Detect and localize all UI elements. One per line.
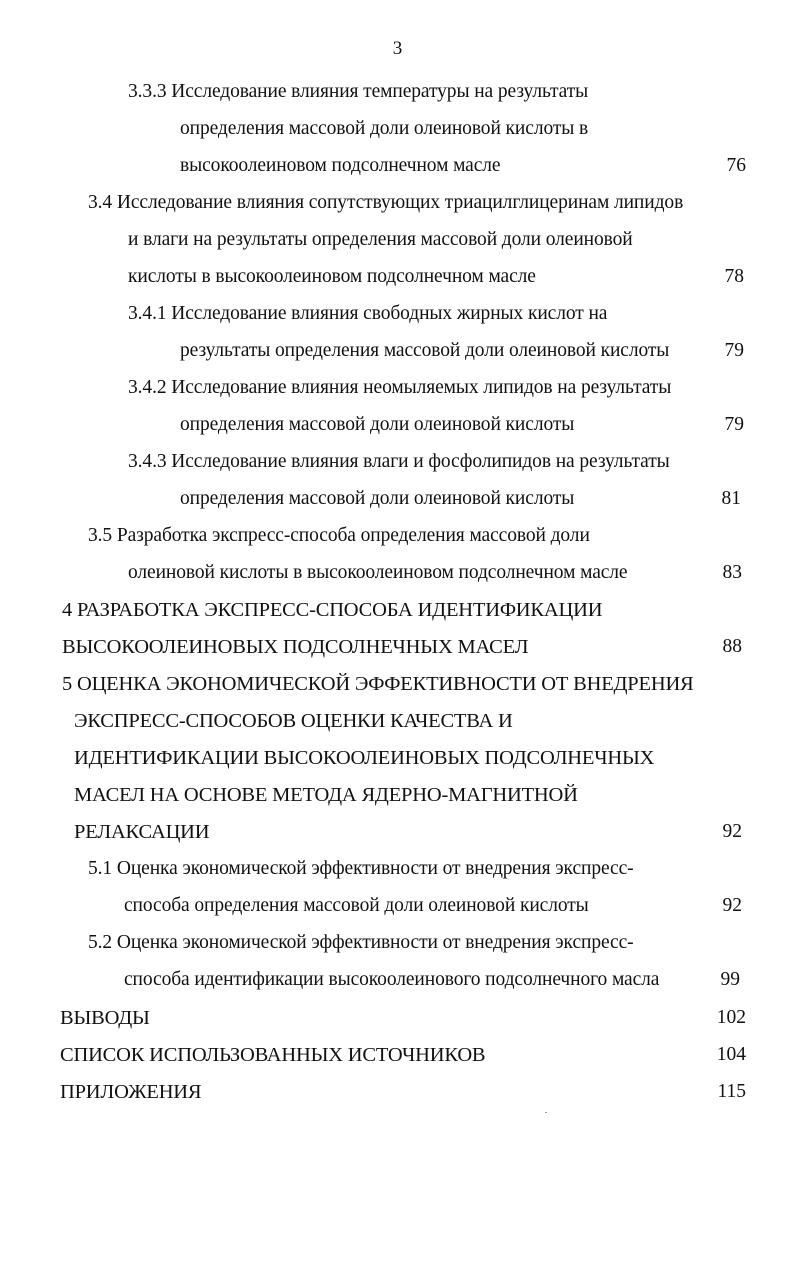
toc-3-3-3-line-2: определения массовой доли олеиновой кислоты в [180, 118, 589, 139]
toc-3-4-1-line-2: результаты определения массовой доли олеиновой кислоты [180, 340, 670, 361]
toc-5-1-line-2: способа определения массовой доли олеиновой кислоты [124, 895, 589, 916]
toc-4-page: 88 [722, 636, 742, 657]
toc-5-1-page: 92 [722, 895, 742, 916]
toc-5-page: 92 [722, 821, 742, 842]
toc-3-4-2-line-1: 3.4.2 Исследование влияния неомыляемых липидов на результаты [128, 377, 672, 398]
toc-5-line-1: 5 ОЦЕНКА ЭКОНОМИЧЕСКОЙ ЭФФЕКТИВНОСТИ ОТ ВНЕДРЕНИЯ [62, 673, 694, 695]
toc-3-3-3-line-3: высокоолеиновом подсолнечном масле [180, 155, 501, 176]
toc-5-line-4: МАСЕЛ НА ОСНОВЕ МЕТОДА ЯДЕРНО-МАГНИТНОЙ [74, 784, 578, 806]
toc-3-4-line-2: и влаги на результаты определения массовой доли олеиновой [128, 229, 633, 250]
toc-3-4-2-page: 79 [724, 414, 744, 435]
toc-3-4-3-page: 81 [721, 488, 741, 509]
toc-3-4-page: 78 [724, 266, 744, 287]
toc-5-2-line-1: 5.2 Оценка экономической эффективности от внедрения экспресс- [88, 932, 634, 953]
toc-5-2-page: 99 [720, 969, 740, 990]
toc-references: СПИСОК ИСПОЛЬЗОВАННЫХ ИСТОЧНИКОВ [60, 1044, 486, 1066]
toc-5-line-3: ИДЕНТИФИКАЦИИ ВЫСОКООЛЕИНОВЫХ ПОДСОЛНЕЧНЫХ [74, 747, 655, 769]
toc-3-4-1-line-1: 3.4.1 Исследование влияния свободных жирных кислот на [128, 303, 608, 324]
toc-3-4-3-line-1: 3.4.3 Исследование влияния влаги и фосфолипидов на результаты [128, 451, 670, 472]
toc-appendices-page: 115 [717, 1081, 746, 1102]
toc-5-1-line-1: 5.1 Оценка экономической эффективности от внедрения экспресс- [88, 858, 634, 879]
toc-5-line-5: РЕЛАКСАЦИИ [74, 821, 210, 843]
toc-3-3-3-page: 76 [726, 155, 746, 176]
toc-3-4-line-1: 3.4 Исследование влияния сопутствующих триацилглицеринам липидов [88, 192, 684, 213]
toc-3-4-1-page: 79 [724, 340, 744, 361]
toc-conclusions: ВЫВОДЫ [60, 1007, 150, 1029]
scan-speck [545, 1112, 547, 1113]
toc-3-3-3-line-1: 3.3.3 Исследование влияния температуры на результаты [128, 81, 589, 102]
toc-4-line-2: ВЫСОКООЛЕИНОВЫХ ПОДСОЛНЕЧНЫХ МАСЕЛ [62, 636, 529, 658]
toc-3-5-line-1: 3.5 Разработка экспресс-способа определения массовой доли [88, 525, 590, 546]
toc-3-4-3-line-2: определения массовой доли олеиновой кислоты [180, 488, 575, 509]
toc-3-4-2-line-2: определения массовой доли олеиновой кислоты [180, 414, 575, 435]
toc-appendices: ПРИЛОЖЕНИЯ [60, 1081, 202, 1103]
page-number: 3 [392, 38, 403, 59]
toc-5-line-2: ЭКСПРЕСС-СПОСОБОВ ОЦЕНКИ КАЧЕСТВА И [74, 710, 513, 732]
toc-references-page: 104 [716, 1044, 746, 1065]
toc-4-line-1: 4 РАЗРАБОТКА ЭКСПРЕСС-СПОСОБА ИДЕНТИФИКАЦИИ [62, 599, 603, 621]
toc-conclusions-page: 102 [716, 1007, 746, 1028]
toc-5-2-line-2: способа идентификации высокоолеинового подсолнечного масла [124, 969, 660, 990]
toc-3-5-page: 83 [722, 562, 742, 583]
toc-3-4-line-3: кислоты в высокоолеиновом подсолнечном масле [128, 266, 536, 287]
toc-3-5-line-2: олеиновой кислоты в высокоолеиновом подсолнечном масле [128, 562, 628, 583]
